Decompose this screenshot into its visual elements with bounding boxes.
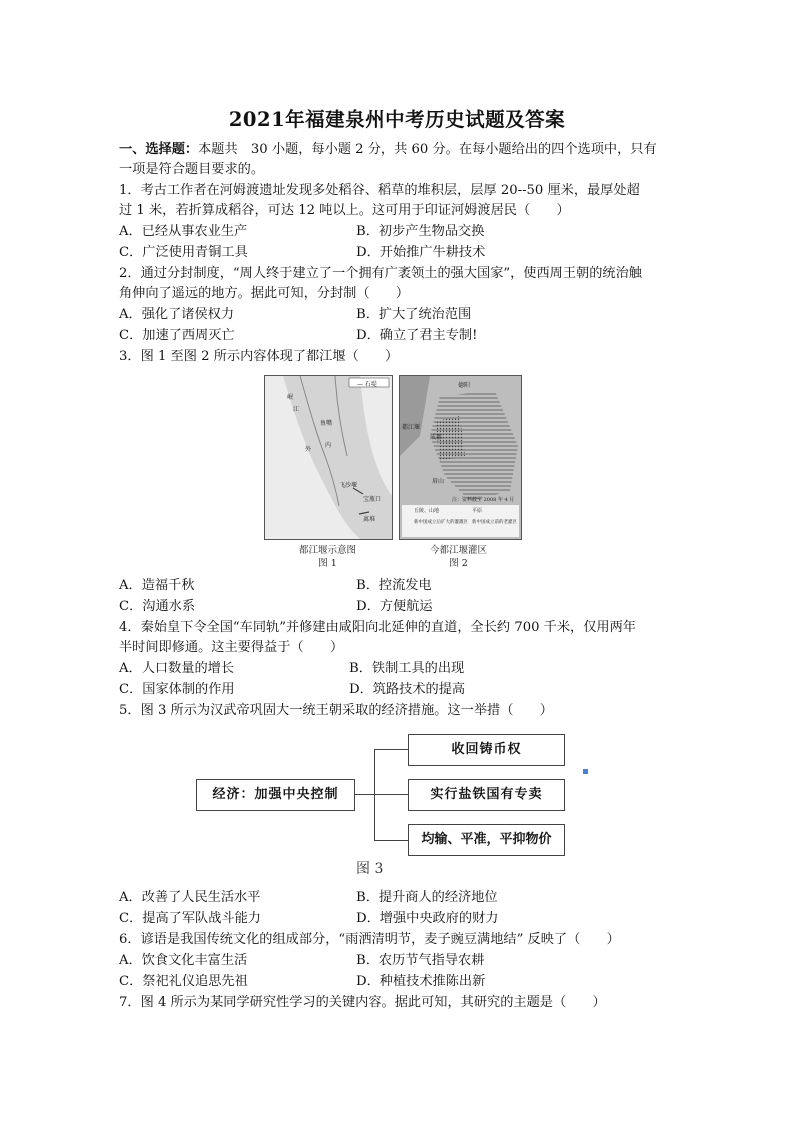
- fig2-legend-hills: 丘陵、山地: [414, 508, 440, 514]
- page-title: 2021年福建泉州中考历史试题及答案: [228, 108, 566, 131]
- q2-option-c: C．加速了西周灭亡: [119, 328, 235, 343]
- fig1-place-wai: 外: [305, 446, 312, 453]
- connector-branch-3: [374, 840, 408, 841]
- q6-option-d: D．种植技术推陈出新: [356, 974, 486, 989]
- diagram-branch-2: 实行盐铁国有专卖: [408, 779, 565, 811]
- fig2-legend-plain: 平原: [472, 508, 483, 514]
- q2-stem-line-2: 角伸向了遥远的地方。据此可知，分封制（ ）: [119, 286, 410, 301]
- q3-option-d: D．方便航运: [356, 599, 433, 614]
- section-intro-line-1: [119, 140, 679, 160]
- fig2-label: 图 2: [449, 558, 468, 569]
- q4-option-a: A．人口数量的增长: [119, 661, 235, 676]
- q4-option-c: C．国家体制的作用: [119, 682, 235, 697]
- q5-option-b: B．提升商人的经济地位: [356, 890, 498, 905]
- q1-stem-line-1: 1．考古工作者在河姆渡遗址发现多处稻谷、稻草的堆积层，层厚 20--50 厘米，最厚处超: [119, 183, 640, 198]
- fig2-place-meishan: 眉山: [432, 478, 445, 485]
- fig1-legend: — 石堤: [357, 381, 377, 388]
- irrigation-area: [400, 376, 521, 539]
- q6-option-a: A．饮食文化丰富生活: [119, 953, 248, 968]
- q4-stem-line-1: 4．秦始皇下令全国“车同轨”并修建由咸阳向北延伸的直道，全长约 700 千米，仅用两年: [119, 620, 636, 635]
- section-heading: 一、选择题：: [119, 142, 199, 157]
- q5-option-a: A．改善了人民生活水平: [119, 890, 261, 905]
- fig1-label: 图 1: [318, 558, 337, 569]
- fig2-note: 注：资料截至 2008 年 4 月: [452, 497, 515, 503]
- q1-option-d: D．开始推广牛耕技术: [356, 245, 486, 260]
- fig2-legend-old-area: 新中国成立前的老灌区: [472, 520, 517, 525]
- marker-dot: [583, 769, 588, 774]
- connector-branch-1: [374, 749, 408, 750]
- q5-option-d: D．增强中央政府的财力: [356, 911, 499, 926]
- section-intro-line-2: 一项是符合题目要求的。: [119, 162, 265, 177]
- dujiangyan-irrigation-map: [399, 375, 522, 540]
- q3-stem: 3．图 1 至图 2 所示内容体现了都江堰（ ）: [119, 349, 399, 364]
- fig2-place-chengdu: 成都: [430, 434, 443, 441]
- q6-option-c: C．祭祀礼仪追思先祖: [119, 974, 248, 989]
- q3-option-b: B．控流发电: [356, 578, 432, 593]
- q4-option-d: D．筑路技术的提高: [349, 682, 466, 697]
- fig3-label: 图 3: [356, 861, 384, 877]
- q3-option-c: C．沟通水系: [119, 599, 196, 614]
- q1-stem-line-2: 过 1 米，若折算成稻谷，可达 12 吨以上。这可用于印证河姆渡居民（ ）: [119, 203, 570, 218]
- fig2-caption: 今都江堰灌区: [429, 545, 487, 556]
- fig1-place-min: 岷: [287, 394, 294, 401]
- figure-3-diagram: [196, 732, 568, 880]
- q3-option-a: A．造福千秋: [119, 578, 195, 593]
- fig1-place-feishayan: 飞沙堰: [339, 482, 358, 489]
- fig1-place-baopingkou: 宝瓶口: [363, 496, 382, 503]
- section-intro-text: 本题共 30 小题，每小题 2 分，共 60 分。在每小题给出的四个选项中，只有: [198, 142, 657, 157]
- q1-option-a: A．已经从事农业生产: [119, 224, 248, 239]
- q2-stem-line-1: 2．通过分封制度，“周人终于建立了一个拥有广袤领土的强大国家”，使西周王朝的统治触: [119, 266, 642, 281]
- q2-option-a: A．强化了诸侯权力: [119, 307, 235, 322]
- q6-option-b: B．农历节气指导农耕: [356, 953, 485, 968]
- q1-option-c: C．广泛使用青铜工具: [119, 245, 248, 260]
- q1-option-b: B．初步产生物品交换: [356, 224, 485, 239]
- q4-option-b: B．铁制工具的出现: [349, 661, 465, 676]
- q2-option-b: B．扩大了统治范围: [356, 307, 472, 322]
- fig1-place-jiang: 江: [293, 406, 300, 413]
- fig2-place-dujiangyan: 都江堰: [402, 424, 421, 431]
- diagram-root-box: 经济：加强中央控制: [196, 779, 355, 811]
- fig2-place-deyang: 德阳: [458, 382, 471, 389]
- fig1-place-nei: 内: [325, 442, 332, 449]
- connector-vertical: [374, 749, 375, 841]
- dujiangyan-schematic-map: [264, 375, 393, 540]
- q5-option-c: C．提高了军队战斗能力: [119, 911, 261, 926]
- fig1-place-lidui: 离堆: [363, 516, 376, 523]
- diagram-branch-3: 均输、平准，平抑物价: [408, 824, 565, 856]
- diagram-branch-1: 收回铸币权: [408, 734, 565, 766]
- fig1-caption: 都江堰示意图: [298, 545, 356, 556]
- connector-root: [354, 794, 374, 795]
- q5-stem: 5．图 3 所示为汉武帝巩固大一统王朝采取的经济措施。这一举措（ ）: [119, 703, 553, 718]
- connector-branch-2: [374, 794, 408, 795]
- fig2-legend-new-area: 新中国成立后扩大的灌溉区: [414, 520, 468, 525]
- fig1-place-yuzui: 鱼嘴: [320, 420, 333, 427]
- q4-stem-line-2: 半时间即修通。这主要得益于（ ）: [119, 640, 344, 655]
- q2-option-d: D．确立了君主专制!: [356, 328, 478, 343]
- q7-stem: 7．图 4 所示为某同学研究性学习的关键内容。据此可知，其研究的主题是（ ）: [119, 995, 606, 1010]
- figure-1-2: [264, 375, 522, 570]
- q6-stem: 6．谚语是我国传统文化的组成部分，“雨洒清明节，麦子豌豆满地结” 反映了（ ）: [119, 932, 620, 947]
